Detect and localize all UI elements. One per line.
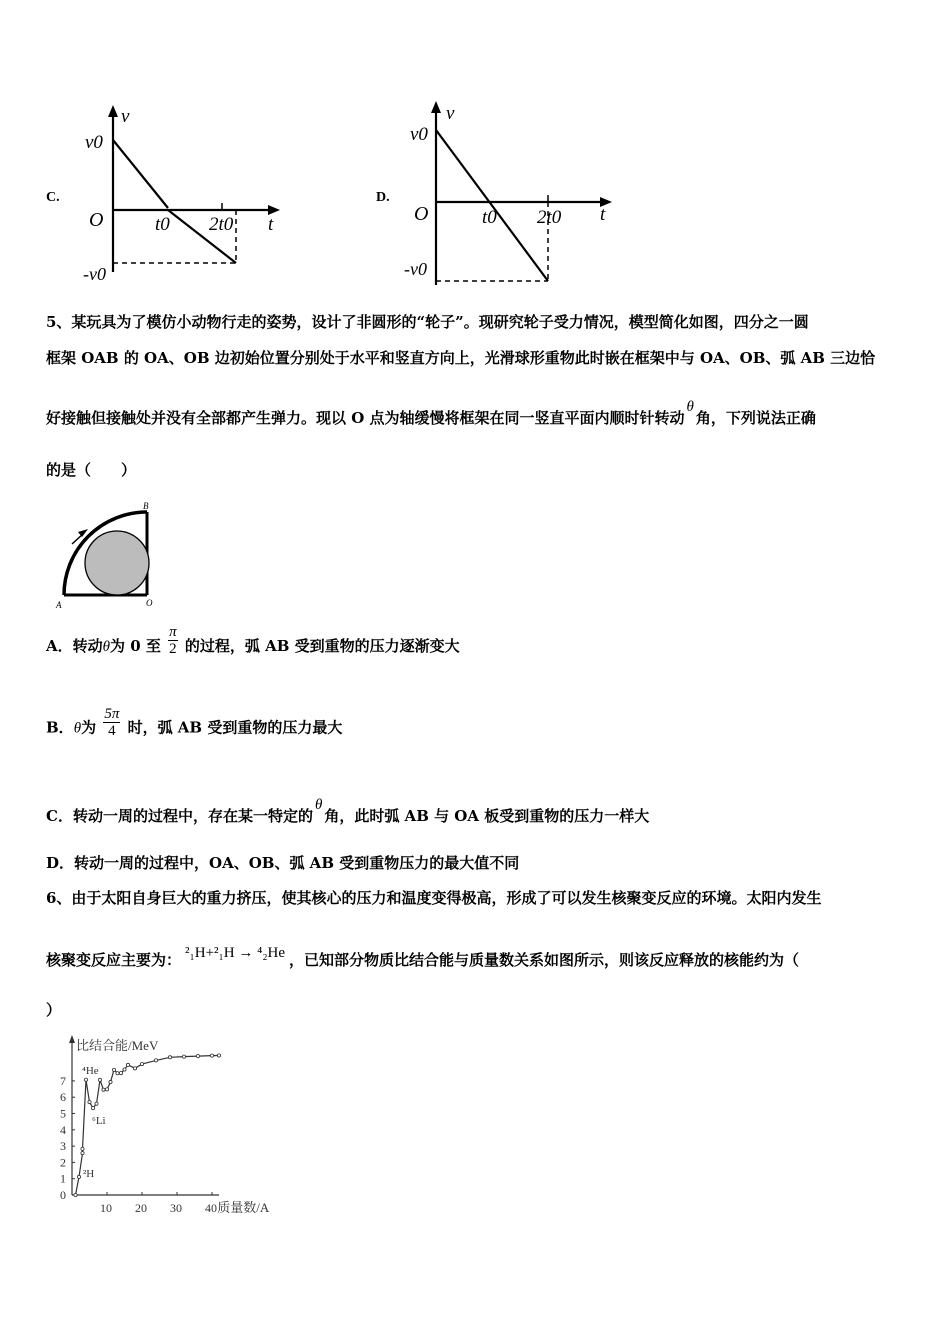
graph-c (75, 100, 290, 285)
figure-label-o: O (146, 598, 153, 608)
reaction-equation: ²₁H+²₁H → ⁴₂He (185, 945, 286, 961)
data-point (112, 1068, 115, 1071)
q5-line-3: 好接触但接触处并没有全部都产生弹力。现以 O 点为轴缓慢将框架在同一竖直平面内顺时针转动θ角，下列说法正确 (46, 399, 816, 427)
data-point (217, 1054, 220, 1057)
y-tick-label: 0 (60, 1188, 66, 1202)
graph-d-neg-v0-label: -v0 (404, 259, 427, 279)
x-tick-label: 10 (100, 1201, 112, 1215)
y-tick-label: 1 (60, 1171, 66, 1186)
q5-option-a[interactable]: A．转动θ为 0 至 $\frac{\pi}{2}$ 的过程，弧 AB 受到重物的压力逐渐变大 (46, 624, 460, 657)
x-axis-title: 质量数/A (217, 1200, 270, 1215)
graph-d-t-axis-label: t (600, 204, 606, 225)
data-point (182, 1055, 185, 1058)
option-c-label: C. (46, 190, 60, 205)
data-point (105, 1088, 108, 1091)
q5-option-c[interactable]: C．转动一周的过程中，存在某一特定的θ角，此时弧 AB 与 OA 板受到重物的压力一样大 (46, 797, 650, 825)
q6-line-2: 核聚变反应主要为： ²₁H+²₁H → ⁴₂He ，已知部分物质比结合能与质量数关系如图所示，则该反应释放的核能约为（ (46, 945, 800, 969)
data-point (116, 1072, 119, 1075)
data-point (123, 1068, 126, 1071)
option-d-label: D. (376, 190, 390, 205)
graph-c-t-axis-label: t (268, 214, 274, 235)
graph-d (400, 95, 625, 290)
data-point (154, 1059, 157, 1062)
y-axis-title: 比结合能/MeV (76, 1038, 159, 1053)
annotation-label: ⁶Li (92, 1115, 106, 1128)
q5-option-d[interactable]: D．转动一周的过程中，OA、OB、弧 AB 受到重物压力的最大值不同 (46, 854, 520, 872)
binding-energy-chart (45, 1030, 295, 1220)
data-point (84, 1078, 87, 1081)
x-tick-label: 30 (170, 1201, 182, 1215)
graph-d-v0-label: v0 (410, 124, 428, 145)
data-point (210, 1054, 213, 1057)
graph-c-neg-v0-label: -v0 (83, 264, 106, 284)
data-point (168, 1056, 171, 1059)
x-tick-label: 40 (205, 1201, 217, 1215)
q5-line-1: 5、某玩具为了模仿小动物行走的姿势，设计了非圆形的“轮子”。现研究轮子受力情况，模型简化如图，四分之一圆 (46, 313, 809, 331)
q5-option-b[interactable]: B．θ为 $\frac{5\pi}{4}$ 时，弧 AB 受到重物的压力最大 (46, 706, 343, 739)
data-point (77, 1175, 80, 1178)
data-point (88, 1100, 91, 1103)
graph-d-t0-label: t0 (482, 207, 497, 228)
graph-c-t0-label: t0 (155, 214, 170, 235)
quarter-circle-frame-figure (52, 500, 162, 612)
data-point (91, 1107, 94, 1110)
annotation-label: ²H (83, 1167, 95, 1180)
y-tick-label: 5 (60, 1106, 66, 1121)
data-point (95, 1102, 98, 1105)
data-point (81, 1152, 84, 1155)
graph-c-v-axis-label: v (121, 106, 130, 127)
y-axis-arrow (69, 1035, 75, 1043)
y-tick-label: 2 (60, 1155, 66, 1170)
data-point (98, 1078, 101, 1081)
data-point (133, 1067, 136, 1070)
data-point (81, 1147, 84, 1150)
graph-c-v0-label: v0 (85, 132, 103, 153)
graph-d-2t0-label: 2t0 (537, 207, 562, 228)
data-point (119, 1071, 122, 1074)
q6-line-1: 6、由于太阳自身巨大的重力挤压，使其核心的压力和温度变得极高，形成了可以发生核聚变反应的环境。太阳内发生 (46, 889, 822, 907)
q5-line-2: 框架 OAB 的 OA、OB 边初始位置分别处于水平和竖直方向上，光滑球形重物此时嵌在框架中与 OA、OB、弧 AB 三边恰 (46, 349, 876, 367)
graph-c-origin: O (89, 209, 104, 231)
figure-label-a: A (56, 600, 62, 610)
graph-c-2t0-label: 2t0 (209, 214, 234, 235)
y-tick-label: 3 (60, 1139, 66, 1154)
y-tick-label: 7 (60, 1073, 66, 1088)
graph-d-v-axis-label: v (446, 103, 455, 124)
data-point (102, 1088, 105, 1091)
data-point (126, 1063, 129, 1066)
graph-d-origin: O (414, 203, 429, 225)
y-tick-label: 6 (60, 1090, 66, 1105)
q5-line-4: 的是（ ） (46, 461, 137, 479)
q6-line-3: ） (46, 1001, 62, 1019)
figure-label-b: B (143, 501, 149, 511)
theta-symbol: θ (686, 399, 694, 415)
x-tick-label: 20 (135, 1201, 147, 1215)
data-point (140, 1063, 143, 1066)
data-point (74, 1193, 77, 1196)
annotation-label: ⁴He (82, 1064, 99, 1077)
data-point (109, 1080, 112, 1083)
data-point (196, 1055, 199, 1058)
y-tick-label: 4 (60, 1122, 66, 1137)
